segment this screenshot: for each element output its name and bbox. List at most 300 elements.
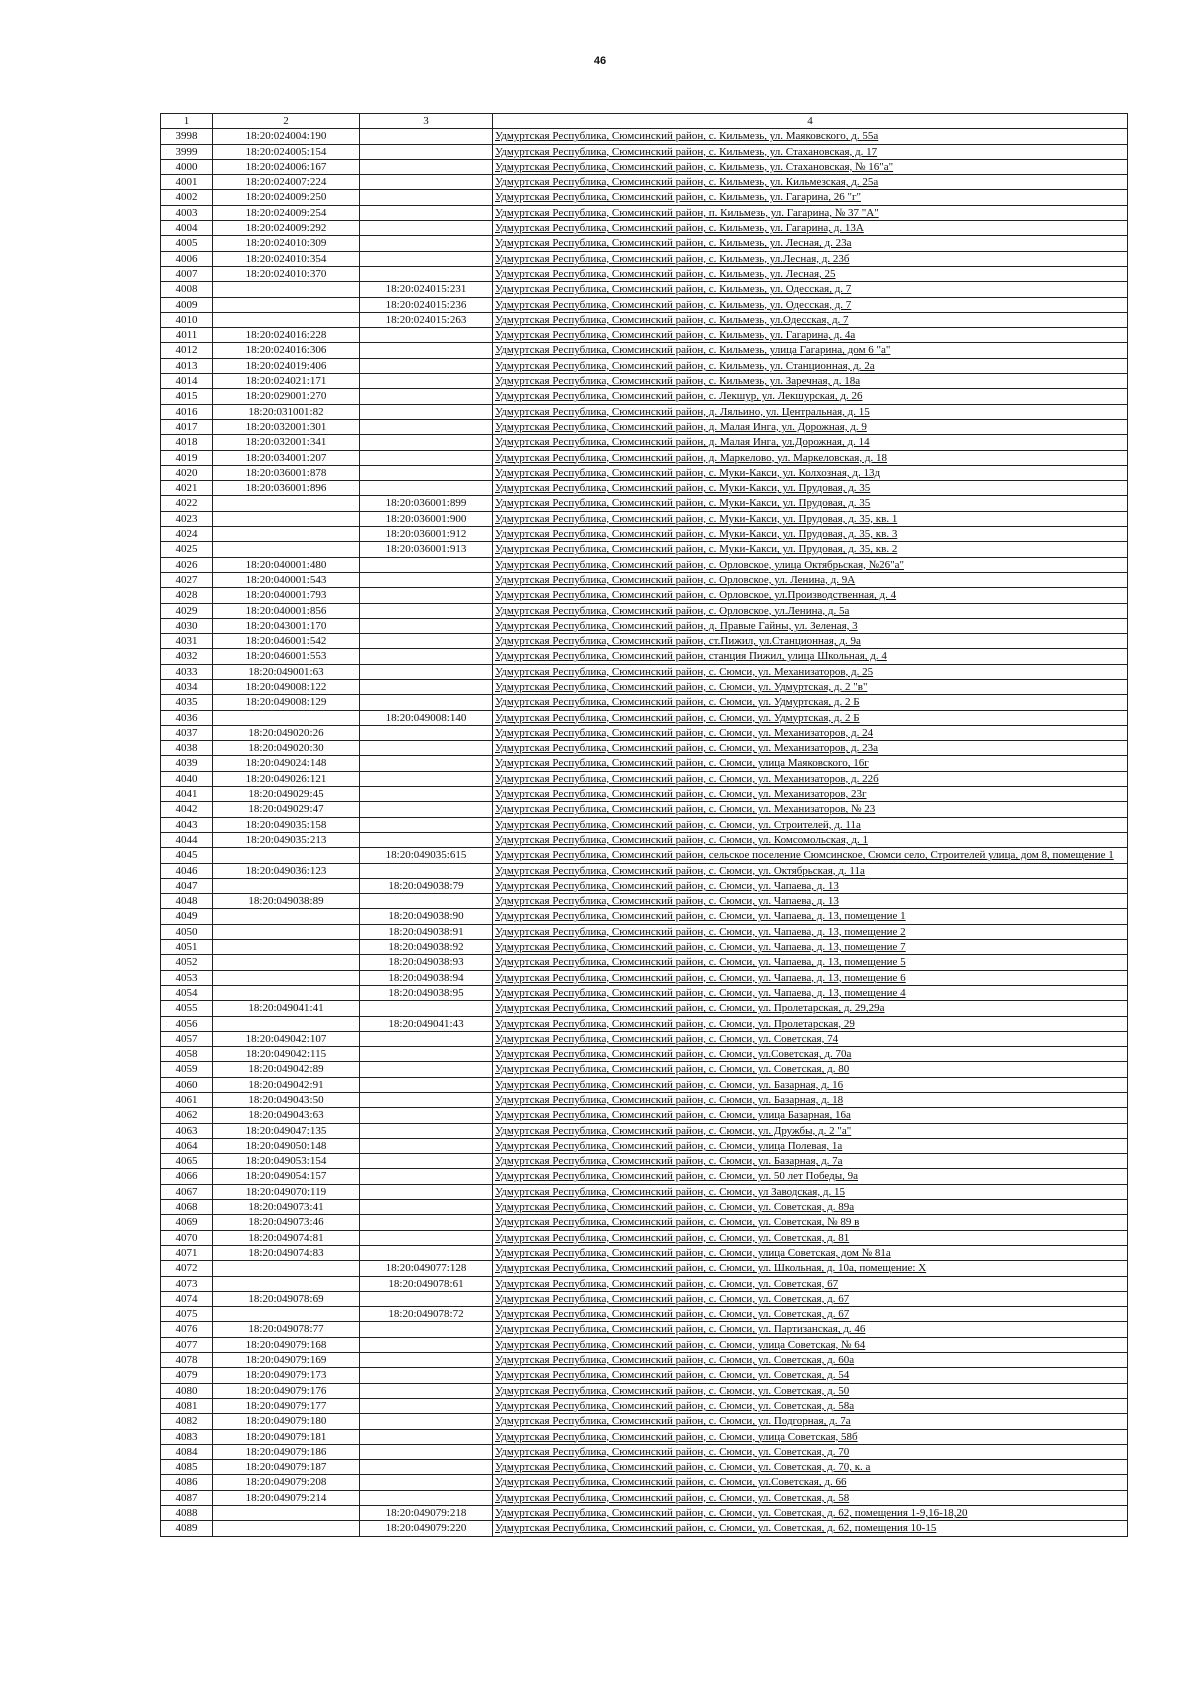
table-row [161, 343, 1128, 358]
cell-cadastral-number-1: 18:20:036001:878 [213, 465, 360, 480]
cell-cadastral-number-1: 18:20:049054:157 [213, 1169, 360, 1184]
cell-address: Удмуртская Республика, Сюмсинский район, с. Кильмезь, ул.Одесская, д. 7 [493, 312, 1128, 327]
cell-cadastral-number-2 [360, 450, 493, 465]
table-row [161, 1230, 1128, 1245]
cell-cadastral-number-2 [360, 1383, 493, 1398]
cell-cadastral-number-2 [360, 205, 493, 220]
cell-cadastral-number-1: 18:20:040001:856 [213, 603, 360, 618]
table-row [161, 1245, 1128, 1260]
cell-cadastral-number-2 [360, 129, 493, 144]
cell-row-number: 4043 [161, 817, 213, 832]
cell-cadastral-number-1 [213, 970, 360, 985]
cell-address: Удмуртская Республика, Сюмсинский район, с. Кильмезь, ул. Лесная, 25 [493, 266, 1128, 281]
cell-cadastral-number-2 [360, 1138, 493, 1153]
table-row [161, 129, 1128, 144]
cell-cadastral-number-1 [213, 1016, 360, 1031]
cell-cadastral-number-2: 18:20:036001:900 [360, 511, 493, 526]
table-row [161, 695, 1128, 710]
cell-row-number: 4009 [161, 297, 213, 312]
cell-row-number: 4014 [161, 374, 213, 389]
cell-address: Удмуртская Республика, Сюмсинский район, с. Кильмезь, ул. Стахановская, д. 17 [493, 144, 1128, 159]
cell-address: Удмуртская Республика, Сюмсинский район, с. Орловское, улица Октябрьская, №26"а" [493, 557, 1128, 572]
cell-cadastral-number-2 [360, 802, 493, 817]
cell-cadastral-number-1: 18:20:049008:129 [213, 695, 360, 710]
cell-address: Удмуртская Республика, Сюмсинский район, с. Сюмси, ул. Советская, д. 58 [493, 1490, 1128, 1505]
table-header-row [161, 114, 1128, 129]
cell-cadastral-number-2 [360, 343, 493, 358]
cell-cadastral-number-1: 18:20:049079:169 [213, 1353, 360, 1368]
cell-address: Удмуртская Республика, Сюмсинский район, с. Сюмси, улица Советская, дом № 81а [493, 1245, 1128, 1260]
table-row [161, 832, 1128, 847]
cell-cadastral-number-1: 18:20:036001:896 [213, 481, 360, 496]
cell-row-number: 4048 [161, 894, 213, 909]
cell-row-number: 3999 [161, 144, 213, 159]
cell-row-number: 4039 [161, 756, 213, 771]
table-row [161, 1337, 1128, 1352]
cell-address: Удмуртская Республика, Сюмсинский район, с. Сюмси, ул. Механизаторов, д. 25 [493, 664, 1128, 679]
cell-address: Удмуртская Республика, Сюмсинский район, с. Сюмси, ул. Советская, д. 67 [493, 1307, 1128, 1322]
cell-cadastral-number-1 [213, 985, 360, 1000]
cell-cadastral-number-2 [360, 266, 493, 281]
cell-cadastral-number-2 [360, 328, 493, 343]
cell-row-number: 4040 [161, 771, 213, 786]
table-row [161, 435, 1128, 450]
cell-row-number: 4018 [161, 435, 213, 450]
cell-cadastral-number-2 [360, 1475, 493, 1490]
cell-cadastral-number-2 [360, 664, 493, 679]
cell-cadastral-number-2: 18:20:049078:61 [360, 1276, 493, 1291]
table-row [161, 374, 1128, 389]
cell-address: Удмуртская Республика, Сюмсинский район, с. Сюмси, ул. Базарная, д. 7а [493, 1154, 1128, 1169]
table-row [161, 465, 1128, 480]
cell-row-number: 4019 [161, 450, 213, 465]
cell-row-number: 4077 [161, 1337, 213, 1352]
cell-address: Удмуртская Республика, Сюмсинский район, с. Лекшур, ул. Лекшурская, д. 26 [493, 389, 1128, 404]
cell-address: Удмуртская Республика, Сюмсинский район, с. Сюмси, ул.Советская, д. 66 [493, 1475, 1128, 1490]
cell-cadastral-number-1 [213, 940, 360, 955]
cell-cadastral-number-1: 18:20:049024:148 [213, 756, 360, 771]
cell-cadastral-number-1: 18:20:049079:176 [213, 1383, 360, 1398]
cell-address: Удмуртская Республика, Сюмсинский район, с. Сюмси, ул. Советская, д. 67 [493, 1291, 1128, 1306]
table-row [161, 221, 1128, 236]
cell-cadastral-number-2 [360, 756, 493, 771]
cell-cadastral-number-2: 18:20:049038:94 [360, 970, 493, 985]
cell-address: Удмуртская Республика, Сюмсинский район, с. Сюмси, ул. Советская, д. 60а [493, 1353, 1128, 1368]
cell-address: Удмуртская Республика, Сюмсинский район, с. Кильмезь, ул. Лесная, д. 23а [493, 236, 1128, 251]
cell-cadastral-number-2: 18:20:049079:218 [360, 1506, 493, 1521]
cell-address: Удмуртская Республика, Сюмсинский район, с. Кильмезь, ул. Станционная, д. 2а [493, 358, 1128, 373]
cell-cadastral-number-1: 18:20:049043:50 [213, 1093, 360, 1108]
cell-row-number: 4068 [161, 1200, 213, 1215]
cell-cadastral-number-1: 18:20:024009:250 [213, 190, 360, 205]
cell-cadastral-number-2: 18:20:049038:90 [360, 909, 493, 924]
cell-address: Удмуртская Республика, Сюмсинский район, с. Сюмси, ул. Партизанская, д. 46 [493, 1322, 1128, 1337]
cell-row-number: 4049 [161, 909, 213, 924]
cell-cadastral-number-1 [213, 312, 360, 327]
table-row [161, 618, 1128, 633]
cell-address: Удмуртская Республика, Сюмсинский район, с. Сюмси, ул. Строителей, д. 11а [493, 817, 1128, 832]
cell-cadastral-number-2 [360, 894, 493, 909]
cell-cadastral-number-1: 18:20:049020:26 [213, 725, 360, 740]
cell-address: Удмуртская Республика, Сюмсинский район, с. Сюмси, ул. Базарная, д. 16 [493, 1077, 1128, 1092]
cell-cadastral-number-2 [360, 1368, 493, 1383]
cell-cadastral-number-1: 18:20:049035:158 [213, 817, 360, 832]
cell-row-number: 4053 [161, 970, 213, 985]
cell-cadastral-number-2: 18:20:049079:220 [360, 1521, 493, 1536]
table-row [161, 970, 1128, 985]
cell-address: Удмуртская Республика, Сюмсинский район, с. Кильмезь, ул. Заречная, д. 18а [493, 374, 1128, 389]
cell-row-number: 4055 [161, 1001, 213, 1016]
table-row [161, 572, 1128, 587]
cell-address: Удмуртская Республика, Сюмсинский район, с. Сюмси, ул. Советская, д. 81 [493, 1230, 1128, 1245]
cell-address: Удмуртская Республика, Сюмсинский район, с. Сюмси, улица Советская, № 64 [493, 1337, 1128, 1352]
table-row [161, 1460, 1128, 1475]
cell-address: Удмуртская Республика, Сюмсинский район, с. Сюмси, улица Советская, 58б [493, 1429, 1128, 1444]
cell-cadastral-number-2: 18:20:024015:231 [360, 282, 493, 297]
column-header-land-cadastral: 2 [213, 114, 360, 129]
table-row [161, 159, 1128, 174]
cell-row-number: 4057 [161, 1031, 213, 1046]
cell-address: Удмуртская Республика, Сюмсинский район, ст.Пижил, ул.Станционная, д. 9а [493, 634, 1128, 649]
cell-cadastral-number-2 [360, 1460, 493, 1475]
cell-cadastral-number-2 [360, 1215, 493, 1230]
cell-cadastral-number-1: 18:20:040001:480 [213, 557, 360, 572]
cell-row-number: 4044 [161, 832, 213, 847]
cell-cadastral-number-2: 18:20:036001:912 [360, 527, 493, 542]
cell-cadastral-number-2 [360, 787, 493, 802]
cell-address: Удмуртская Республика, Сюмсинский район, сельское поселение Сюмсинское, Сюмси село, Строителей улица, дом 8, помещение 1 [493, 848, 1128, 863]
cell-row-number: 4074 [161, 1291, 213, 1306]
cell-row-number: 4001 [161, 175, 213, 190]
cell-cadastral-number-2 [360, 618, 493, 633]
table-row [161, 985, 1128, 1000]
cell-address: Удмуртская Республика, Сюмсинский район, с. Сюмси, ул. Чапаева, д. 13, помещение 1 [493, 909, 1128, 924]
table-row [161, 1475, 1128, 1490]
cell-row-number: 4007 [161, 266, 213, 281]
cell-address: Удмуртская Республика, Сюмсинский район, с. Кильмезь, ул. Гагарина, д. 4а [493, 328, 1128, 343]
cell-row-number: 4066 [161, 1169, 213, 1184]
cell-address: Удмуртская Республика, Сюмсинский район, с. Сюмси, ул. Чапаева, д. 13, помещение 6 [493, 970, 1128, 985]
cell-cadastral-number-2 [360, 832, 493, 847]
cell-cadastral-number-2: 18:20:049038:79 [360, 878, 493, 893]
table-row [161, 1077, 1128, 1092]
cell-row-number: 4038 [161, 741, 213, 756]
table-row [161, 1261, 1128, 1276]
registry-table [160, 113, 1128, 1537]
cell-cadastral-number-2 [360, 557, 493, 572]
cell-row-number: 4059 [161, 1062, 213, 1077]
cell-row-number: 4083 [161, 1429, 213, 1444]
cell-cadastral-number-1 [213, 496, 360, 511]
cell-cadastral-number-1: 18:20:049029:45 [213, 787, 360, 802]
cell-row-number: 4002 [161, 190, 213, 205]
cell-cadastral-number-1: 18:20:049042:91 [213, 1077, 360, 1092]
cell-row-number: 4081 [161, 1398, 213, 1413]
cell-row-number: 4052 [161, 955, 213, 970]
cell-cadastral-number-1: 18:20:024010:370 [213, 266, 360, 281]
cell-cadastral-number-1 [213, 878, 360, 893]
cell-cadastral-number-2 [360, 1398, 493, 1413]
cell-address: Удмуртская Республика, Сюмсинский район, с. Сюмси, ул. Чапаева, д. 13 [493, 894, 1128, 909]
cell-row-number: 4011 [161, 328, 213, 343]
cell-cadastral-number-2 [360, 1169, 493, 1184]
cell-cadastral-number-2 [360, 175, 493, 190]
cell-cadastral-number-1: 18:20:032001:341 [213, 435, 360, 450]
cell-cadastral-number-2 [360, 358, 493, 373]
cell-row-number: 4023 [161, 511, 213, 526]
cell-row-number: 4017 [161, 419, 213, 434]
cell-address: Удмуртская Республика, Сюмсинский район, с. Кильмезь, улица Гагарина, дом 6 "а" [493, 343, 1128, 358]
cell-cadastral-number-1: 18:20:049079:177 [213, 1398, 360, 1413]
cell-cadastral-number-1: 18:20:032001:301 [213, 419, 360, 434]
cell-row-number: 4064 [161, 1138, 213, 1153]
cell-address: Удмуртская Республика, Сюмсинский район, с. Сюмси, ул. Школьная, д. 10а, помещение: X [493, 1261, 1128, 1276]
cell-address: Удмуртская Республика, Сюмсинский район, д. Маркелово, ул. Маркеловская, д. 18 [493, 450, 1128, 465]
table-row [161, 924, 1128, 939]
cell-row-number: 4032 [161, 649, 213, 664]
cell-cadastral-number-1 [213, 542, 360, 557]
cell-cadastral-number-1 [213, 909, 360, 924]
cell-address: Удмуртская Республика, Сюмсинский район, с. Сюмси, ул. Советская, д. 54 [493, 1368, 1128, 1383]
cell-row-number: 4069 [161, 1215, 213, 1230]
cell-row-number: 4086 [161, 1475, 213, 1490]
cell-cadastral-number-1 [213, 955, 360, 970]
cell-cadastral-number-1: 18:20:049079:168 [213, 1337, 360, 1352]
cell-cadastral-number-1 [213, 848, 360, 863]
cell-address: Удмуртская Республика, Сюмсинский район, с. Кильмезь, ул. Маяковского, д. 55а [493, 129, 1128, 144]
cell-address: Удмуртская Республика, Сюмсинский район, с. Сюмси, ул Заводская, д. 15 [493, 1184, 1128, 1199]
cell-cadastral-number-2 [360, 649, 493, 664]
table-row [161, 817, 1128, 832]
cell-address: Удмуртская Республика, Сюмсинский район, с. Сюмси, ул. Базарная, д. 18 [493, 1093, 1128, 1108]
table-row [161, 1123, 1128, 1138]
cell-address: Удмуртская Республика, Сюмсинский район, с. Сюмси, ул. Октябрьская, д. 11а [493, 863, 1128, 878]
cell-cadastral-number-2 [360, 236, 493, 251]
cell-row-number: 4027 [161, 572, 213, 587]
cell-address: Удмуртская Республика, Сюмсинский район, с. Сюмси, ул. Советская, д. 89а [493, 1200, 1128, 1215]
table-row [161, 450, 1128, 465]
cell-address: Удмуртская Республика, Сюмсинский район, с. Сюмси, ул. Механизаторов, № 23 [493, 802, 1128, 817]
table-row [161, 496, 1128, 511]
cell-row-number: 4042 [161, 802, 213, 817]
cell-cadastral-number-2 [360, 817, 493, 832]
table-row [161, 1521, 1128, 1536]
cell-cadastral-number-2 [360, 725, 493, 740]
cell-address: Удмуртская Республика, Сюмсинский район, с. Кильмезь, ул. Одесская, д. 7 [493, 297, 1128, 312]
cell-cadastral-number-2: 18:20:049038:91 [360, 924, 493, 939]
cell-cadastral-number-2 [360, 1337, 493, 1352]
table-row [161, 1138, 1128, 1153]
cell-address: Удмуртская Республика, Сюмсинский район, с. Сюмси, ул. Чапаева, д. 13, помещение 2 [493, 924, 1128, 939]
cell-address: Удмуртская Республика, Сюмсинский район, с. Сюмси, ул. Советская, 67 [493, 1276, 1128, 1291]
cell-address: Удмуртская Республика, Сюмсинский район, с. Сюмси, ул. Механизаторов, 23г [493, 787, 1128, 802]
cell-cadastral-number-1: 18:20:034001:207 [213, 450, 360, 465]
cell-address: Удмуртская Республика, Сюмсинский район, с. Сюмси, ул. Советская, д. 62, помещения 1-9,16-18,20 [493, 1506, 1128, 1521]
cell-row-number: 4058 [161, 1047, 213, 1062]
cell-cadastral-number-1 [213, 511, 360, 526]
table-row [161, 634, 1128, 649]
cell-row-number: 4073 [161, 1276, 213, 1291]
cell-row-number: 4078 [161, 1353, 213, 1368]
cell-address: Удмуртская Республика, Сюмсинский район, с. Муки-Какси, ул. Колхозная, д. 13д [493, 465, 1128, 480]
table-row [161, 710, 1128, 725]
table-row [161, 771, 1128, 786]
cell-row-number: 4062 [161, 1108, 213, 1123]
cell-cadastral-number-2 [360, 1230, 493, 1245]
cell-cadastral-number-1: 18:20:024010:309 [213, 236, 360, 251]
cell-row-number: 4036 [161, 710, 213, 725]
cell-address: Удмуртская Республика, Сюмсинский район, с. Сюмси, улица Полевая, 1а [493, 1138, 1128, 1153]
table-row [161, 297, 1128, 312]
table-row [161, 527, 1128, 542]
table-row [161, 1047, 1128, 1062]
cell-address: Удмуртская Республика, Сюмсинский район, с. Муки-Какси, ул. Прудовая, д. 35 [493, 481, 1128, 496]
table-row [161, 1108, 1128, 1123]
cell-cadastral-number-1: 18:20:049038:89 [213, 894, 360, 909]
table-row [161, 1276, 1128, 1291]
cell-cadastral-number-1: 18:20:024005:154 [213, 144, 360, 159]
cell-address: Удмуртская Республика, Сюмсинский район, с. Сюмси, ул. Чапаева, д. 13, помещение 5 [493, 955, 1128, 970]
cell-cadastral-number-1: 18:20:049008:122 [213, 679, 360, 694]
cell-cadastral-number-1: 18:20:046001:542 [213, 634, 360, 649]
cell-cadastral-number-1: 18:20:024016:306 [213, 343, 360, 358]
cell-cadastral-number-1: 18:20:049079:173 [213, 1368, 360, 1383]
cell-address: Удмуртская Республика, Сюмсинский район, с. Муки-Какси, ул. Прудовая, д. 35 [493, 496, 1128, 511]
table-row [161, 1169, 1128, 1184]
cell-cadastral-number-1: 18:20:049074:81 [213, 1230, 360, 1245]
cell-cadastral-number-2: 18:20:036001:913 [360, 542, 493, 557]
table-row [161, 312, 1128, 327]
table-row [161, 190, 1128, 205]
table-row [161, 358, 1128, 373]
cell-cadastral-number-1: 18:20:049079:180 [213, 1414, 360, 1429]
table-row [161, 649, 1128, 664]
cell-cadastral-number-1 [213, 1521, 360, 1536]
cell-cadastral-number-2 [360, 1001, 493, 1016]
cell-address: Удмуртская Республика, Сюмсинский район, с. Кильмезь, ул. Одесская, д. 7 [493, 282, 1128, 297]
cell-cadastral-number-1: 18:20:049074:83 [213, 1245, 360, 1260]
cell-address: Удмуртская Республика, Сюмсинский район, с. Сюмси, ул. Удмуртская, д. 2 "в" [493, 679, 1128, 694]
cell-row-number: 4061 [161, 1093, 213, 1108]
table-row [161, 1383, 1128, 1398]
cell-row-number: 4045 [161, 848, 213, 863]
cell-row-number: 3998 [161, 129, 213, 144]
cell-cadastral-number-2 [360, 1062, 493, 1077]
cell-address: Удмуртская Республика, Сюмсинский район, д. Малая Инга, ул.Дорожная, д. 14 [493, 435, 1128, 450]
cell-cadastral-number-2 [360, 695, 493, 710]
cell-cadastral-number-1: 18:20:040001:543 [213, 572, 360, 587]
cell-cadastral-number-1: 18:20:024007:224 [213, 175, 360, 190]
cell-address: Удмуртская Республика, Сюмсинский район, с. Муки-Какси, ул. Прудовая, д. 35, кв. 3 [493, 527, 1128, 542]
table-row [161, 725, 1128, 740]
column-header-number: 1 [161, 114, 213, 129]
cell-cadastral-number-2 [360, 251, 493, 266]
cell-cadastral-number-2 [360, 159, 493, 174]
cell-address: Удмуртская Республика, Сюмсинский район, с. Орловское, ул.Производственная, д. 4 [493, 588, 1128, 603]
cell-cadastral-number-2 [360, 1291, 493, 1306]
table-row [161, 603, 1128, 618]
cell-cadastral-number-1: 18:20:049042:107 [213, 1031, 360, 1046]
cell-cadastral-number-1 [213, 282, 360, 297]
table-row [161, 511, 1128, 526]
cell-address: Удмуртская Республика, Сюмсинский район, с. Сюмси, ул. Советская, д. 70, к. а [493, 1460, 1128, 1475]
cell-cadastral-number-1: 18:20:049042:115 [213, 1047, 360, 1062]
cell-row-number: 4067 [161, 1184, 213, 1199]
table-row [161, 1016, 1128, 1031]
cell-row-number: 4065 [161, 1154, 213, 1169]
page-number: 46 [593, 55, 607, 67]
cell-address: Удмуртская Республика, Сюмсинский район, с. Сюмси, ул. Пролетарская, 29 [493, 1016, 1128, 1031]
cell-cadastral-number-1 [213, 527, 360, 542]
cell-address: Удмуртская Республика, Сюмсинский район, с. Сюмси, ул. Советская, № 89 в [493, 1215, 1128, 1230]
cell-row-number: 4000 [161, 159, 213, 174]
cell-cadastral-number-1: 18:20:049079:181 [213, 1429, 360, 1444]
cell-cadastral-number-1 [213, 1506, 360, 1521]
cell-cadastral-number-1 [213, 924, 360, 939]
table-row [161, 741, 1128, 756]
cell-cadastral-number-1: 18:20:049079:186 [213, 1444, 360, 1459]
cell-address: Удмуртская Республика, Сюмсинский район, с. Сюмси, ул. Советская, 74 [493, 1031, 1128, 1046]
table-row [161, 1368, 1128, 1383]
cell-cadastral-number-2: 18:20:049078:72 [360, 1307, 493, 1322]
column-header-address: 4 [493, 114, 1128, 129]
cell-cadastral-number-2 [360, 634, 493, 649]
cell-cadastral-number-1: 18:20:049026:121 [213, 771, 360, 786]
table-row [161, 404, 1128, 419]
cell-cadastral-number-2 [360, 572, 493, 587]
cell-cadastral-number-2 [360, 1077, 493, 1092]
table-row [161, 588, 1128, 603]
cell-cadastral-number-2 [360, 1123, 493, 1138]
cell-address: Удмуртская Республика, Сюмсинский район, с. Сюмси, ул. Советская, д. 50 [493, 1383, 1128, 1398]
cell-row-number: 4060 [161, 1077, 213, 1092]
cell-cadastral-number-2 [360, 1047, 493, 1062]
cell-address: Удмуртская Республика, Сюмсинский район, с. Кильмезь, ул. Кильмезская, д. 25а [493, 175, 1128, 190]
table-row [161, 251, 1128, 266]
cell-cadastral-number-1: 18:20:024009:292 [213, 221, 360, 236]
cell-row-number: 4037 [161, 725, 213, 740]
cell-cadastral-number-2 [360, 404, 493, 419]
cell-address: Удмуртская Республика, Сюмсинский район, с. Сюмси, ул. Советская, д. 62, помещения 10-15 [493, 1521, 1128, 1536]
cell-row-number: 4021 [161, 481, 213, 496]
table-row [161, 955, 1128, 970]
cell-cadastral-number-2 [360, 190, 493, 205]
table-row [161, 1322, 1128, 1337]
cell-cadastral-number-2 [360, 419, 493, 434]
cell-row-number: 4089 [161, 1521, 213, 1536]
cell-address: Удмуртская Республика, Сюмсинский район, п. Кильмезь, ул. Гагарина, № 37 "А" [493, 205, 1128, 220]
cell-address: Удмуртская Республика, Сюмсинский район, с. Орловское, ул. Ленина, д. 9А [493, 572, 1128, 587]
cell-row-number: 4054 [161, 985, 213, 1000]
cell-cadastral-number-2 [360, 1108, 493, 1123]
cell-cadastral-number-2: 18:20:049008:140 [360, 710, 493, 725]
cell-row-number: 4016 [161, 404, 213, 419]
cell-cadastral-number-2 [360, 1245, 493, 1260]
cell-row-number: 4056 [161, 1016, 213, 1031]
cell-cadastral-number-2 [360, 588, 493, 603]
cell-cadastral-number-2 [360, 771, 493, 786]
cell-address: Удмуртская Республика, Сюмсинский район, с. Сюмси, ул. Комсомольская, д. 1 [493, 832, 1128, 847]
cell-row-number: 4003 [161, 205, 213, 220]
table-row [161, 542, 1128, 557]
cell-row-number: 4050 [161, 924, 213, 939]
table-row [161, 894, 1128, 909]
table-body [161, 129, 1128, 1536]
cell-address: Удмуртская Республика, Сюмсинский район, с. Сюмси, ул. Удмуртская, д. 2 Б [493, 695, 1128, 710]
table-row [161, 1444, 1128, 1459]
cell-address: Удмуртская Республика, Сюмсинский район, с. Кильмезь, ул. Гагарина, д. 13А [493, 221, 1128, 236]
cell-row-number: 4072 [161, 1261, 213, 1276]
